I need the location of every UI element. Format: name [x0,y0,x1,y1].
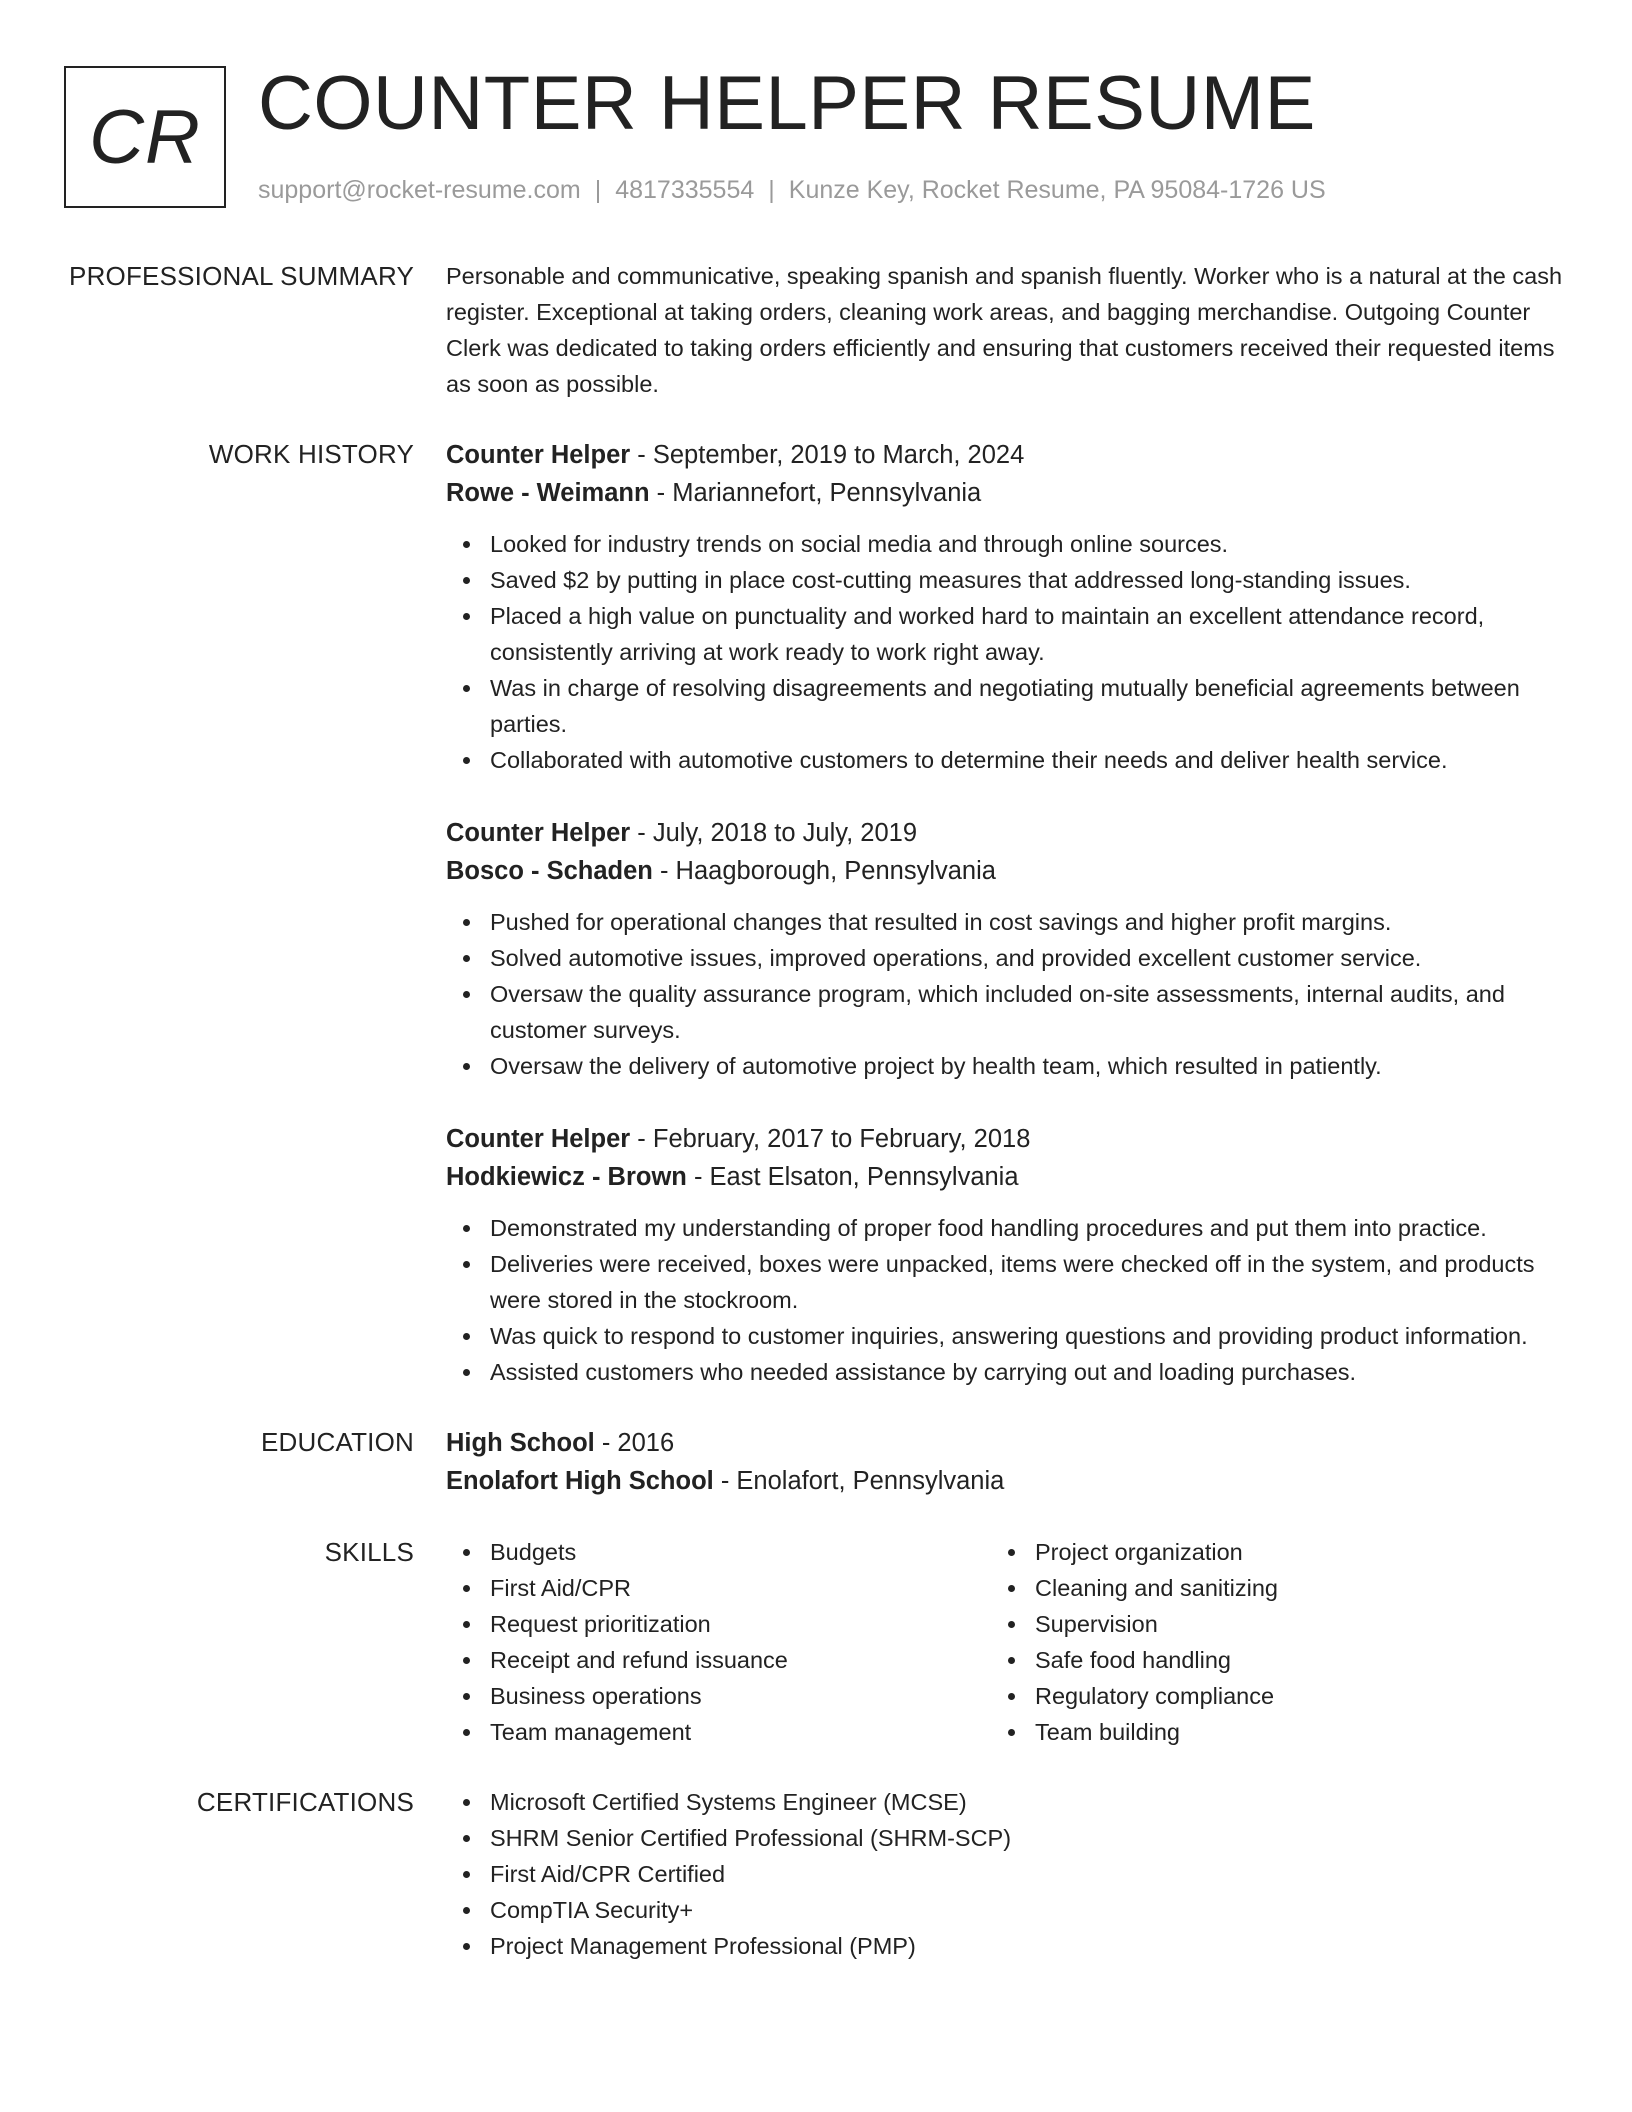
list-item: Receipt and refund issuance [446,1642,991,1678]
list-item: Cleaning and sanitizing [991,1570,1536,1606]
job-title: Counter Helper [446,819,631,847]
list-item: Looked for industry trends on social media and through online sources. [446,526,1574,562]
list-item: SHRM Senior Certified Professional (SHRM-SCP) [446,1820,1574,1856]
section-label: PROFESSIONAL SUMMARY [69,261,414,291]
contact-separator: | [594,176,602,204]
list-item: CompTIA Security+ [446,1892,1574,1928]
job-location: - Mariannefort, Pennsylvania [649,479,982,507]
list-item: Supervision [991,1606,1536,1642]
summary-text: Personable and communicative, speaking spanish and spanish fluently. Worker who is a natural at the cash register. Exceptional at taking orders, cleaning work areas, and bagging merchandise. Outgoing Counter Clerk was dedicated to taking orders efficiently and ensuring that customers received their requested items as soon as possible. [446,263,1563,397]
job-title: Counter Helper [446,441,631,469]
list-item: First Aid/CPR [446,1570,991,1606]
list-item: Oversaw the quality assurance program, which included on-site assessments, internal audits, and customer surveys. [446,976,1574,1048]
list-item: Safe food handling [991,1642,1536,1678]
resume-header [64,61,1564,210]
job-entry [446,436,1574,778]
job-location: - Haagborough, Pennsylvania [652,857,996,885]
education-year: - 2016 [594,1429,675,1457]
work-history-body [446,436,1574,1390]
certifications-body [446,1784,1574,1964]
section-label: WORK HISTORY [208,439,414,469]
list-item: Deliveries were received, boxes were unpacked, items were checked off in the system, and products were stored in the stockroom. [446,1246,1574,1318]
contact-separator: | [768,176,775,204]
skills-column-left [446,1534,991,1750]
list-item: Assisted customers who needed assistance by carrying out and loading purchases. [446,1354,1574,1390]
section-summary [64,258,1574,402]
education-location: - Enolafort, Pennsylvania [713,1467,1005,1495]
section-work-history [64,436,1574,1390]
contact-address: Kunze Key, Rocket Resume, PA 95084-1726 US [788,176,1326,204]
job-dates: - July, 2018 to July, 2019 [630,819,918,847]
job-bullets [446,1210,1574,1390]
job-bullets [446,526,1574,778]
list-item: Collaborated with automotive customers to determine their needs and deliver health service. [446,742,1574,778]
job-company-line [446,474,1574,512]
job-entry [446,1120,1574,1390]
job-dates: - September, 2019 to March, 2024 [630,441,1025,469]
list-item: Was quick to respond to customer inquiries, answering questions and providing product information. [446,1318,1574,1354]
monogram-badge: CR [64,66,226,208]
education-degree-line [446,1424,1574,1462]
job-company: Bosco - Schaden [446,857,653,885]
list-item: Pushed for operational changes that resulted in cost savings and higher profit margins. [446,904,1574,940]
list-item: Team building [991,1714,1536,1750]
job-location: - East Elsaton, Pennsylvania [686,1163,1019,1191]
list-item: First Aid/CPR Certified [446,1856,1574,1892]
job-company-line [446,1158,1574,1196]
section-education [64,1424,1574,1500]
list-item: Solved automotive issues, improved operations, and provided excellent customer service. [446,940,1574,976]
resume-sections [64,258,1574,1998]
job-title-line [446,814,1574,852]
job-title-line [446,1120,1574,1158]
list-item: Regulatory compliance [991,1678,1536,1714]
skills-body [446,1534,1574,1750]
job-company: Rowe - Weimann [446,479,650,507]
section-skills [64,1534,1574,1750]
job-company-line [446,852,1574,890]
skills-grid [446,1534,1574,1750]
resume-title: COUNTER HELPER RESUME [258,61,1316,146]
job-company: Hodkiewicz - Brown [446,1163,687,1191]
list-item: Was in charge of resolving disagreements and negotiating mutually beneficial agreements between parties. [446,670,1574,742]
job-dates: - February, 2017 to February, 2018 [630,1125,1031,1153]
contact-email: support@rocket-resume.com [258,176,581,204]
education-school-line [446,1462,1574,1500]
education-body [446,1424,1574,1500]
list-item: Saved $2 by putting in place cost-cutting measures that addressed long-standing issues. [446,562,1574,598]
list-item: Team management [446,1714,991,1750]
section-label: EDUCATION [261,1427,414,1457]
list-item: Microsoft Certified Systems Engineer (MCSE) [446,1784,1574,1820]
skills-column-right [991,1534,1536,1750]
job-entry [446,814,1574,1084]
job-bullets [446,904,1574,1084]
list-item: Placed a high value on punctuality and worked hard to maintain an excellent attendance record, consistently arriving at work ready to work right away. [446,598,1574,670]
certifications-list [446,1784,1574,1964]
list-item: Demonstrated my understanding of proper food handling procedures and put them into practice. [446,1210,1574,1246]
list-item: Oversaw the delivery of automotive project by health team, which resulted in patiently. [446,1048,1574,1084]
list-item: Project organization [991,1534,1536,1570]
job-title-line [446,436,1574,474]
section-label: CERTIFICATIONS [196,1787,414,1817]
education-degree: High School [446,1429,595,1457]
section-certifications [64,1784,1574,1964]
list-item: Request prioritization [446,1606,991,1642]
section-label: SKILLS [324,1537,414,1567]
list-item: Business operations [446,1678,991,1714]
job-title: Counter Helper [446,1125,631,1153]
contact-phone: 4817335554 [615,176,755,204]
education-school: Enolafort High School [446,1467,714,1495]
list-item: Project Management Professional (PMP) [446,1928,1574,1964]
contact-line [258,176,1326,205]
list-item: Budgets [446,1534,991,1570]
